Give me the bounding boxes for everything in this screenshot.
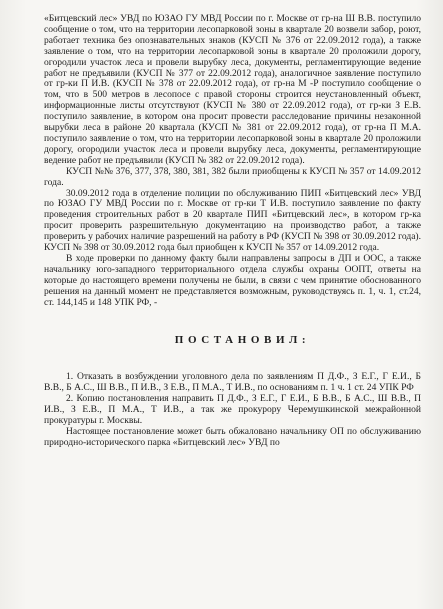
body-paragraph-inquiry: В ходе проверки по данному факту были направлены запросы в ДП и ООС, а также начальнику юго-западного территориального отдела службы охраны ООПТ, ответы на которые до настоящего времени получены не были, в связи с чем принятие обоснованного решения на данный момент не представляется возможным, руководствуясь п. 1, ч. 1, ст.24, ст. 144,145 и 148 УПК РФ, - (44, 252, 421, 308)
spacer (44, 308, 421, 334)
clause-refuse-case: 1. Отказать в возбуждении уголовного дела по заявлениям П Д.Ф., З Е.Г., Г Е.И., Б В.В., Б А.С., Ш В.В., П И.В., З Е.В., П М.А., Т И.В., по основаниям п. 1 ч. 1 ст. 24 УПК РФ (44, 371, 421, 394)
spacer (44, 346, 421, 372)
body-paragraph-complaints: «Битцевский лес» УВД по ЮЗАО ГУ МВД России по г. Москве от гр-на Ш В.В. поступило сообщение о том, что на территории лесопарковой зоны в квартале 20 возвели забор, роют, работает техника без опознавательных знаков (КУСП № 376 от 22.09.2012 года), а также заявление о том, что на территории лесопарковой зоны в квартале 20 проложили дорогу, огородили участок леса и провели вырубку леса, документы, регламентирующие ведение работ не предъявили (КУСП № 377 от 22.09.2012 года), аналогичное заявление поступило от гр-ки П И.В. (КУСП № 378 от 22.09.2012 года), от гр-на М -Р поступило сообщение о том, что в 500 метров в лесопосе с правой стороны строится неустановленный объект, информационные листы отсутствуют (КУСП № 380 от 22.09.2012 года), от гр-ки З Е.В. поступило заявление, в котором она просит провести расследование причины незаконной вырубки леса в районе 20 квартала (КУСП № 381 от 22.09.2012 года), от гр-на П М.А. поступило заявление о том, что на территории лесопарковой зоны в квартале 20 проложили дорогу, огородили участок леса и провели вырубку леса, документы, регламентирующие ведение работ не предъявили (КУСП № 382 от 22.09.2012 года). (44, 13, 421, 166)
resolution-heading: ПОСТАНОВИЛ: (174, 334, 311, 347)
body-paragraph-merged-records: КУСП №№ 376, 377, 378, 380, 381, 382 были приобщены к КУСП № 357 от 14.09.2012 года. (44, 165, 421, 188)
clause-send-copy: 2. Копию постановления направить П Д.Ф., З Е.Г., Г Е.И., Б В.В., Б А.С., Ш В.В., П И.В., З Е.В., П М.А., Т И.В., а так же прокурору Черемушкинской межрайонной прокуратуры г. Москвы. (44, 393, 421, 427)
clause-appeal: Настоящее постановление может быть обжаловано начальнику ОП по обслуживанию природно-исторического парка «Битцевский лес» УВД по (44, 426, 421, 448)
body-paragraph-september-30: 30.09.2012 года в отделение полиции по обслуживанию ПИП «Битцевский лес» УВД по ЮЗАО ГУ МВД России по г. Москве от гр-ки Т И.В. поступило заявление по факту проведения строительных работ в 20 квартале ПИП «Битцевский лес», в котором гр-ка просит проверить разрешительную документацию на производство работ, а также проверить у рабочих наличие разрешений на работу в РФ (КУСП № 398 от 30.09.2012 года). КУСП № 398 от 30.09.2012 года был приобщен к КУСП № 357 от 14.09.2012 года. (44, 187, 421, 254)
